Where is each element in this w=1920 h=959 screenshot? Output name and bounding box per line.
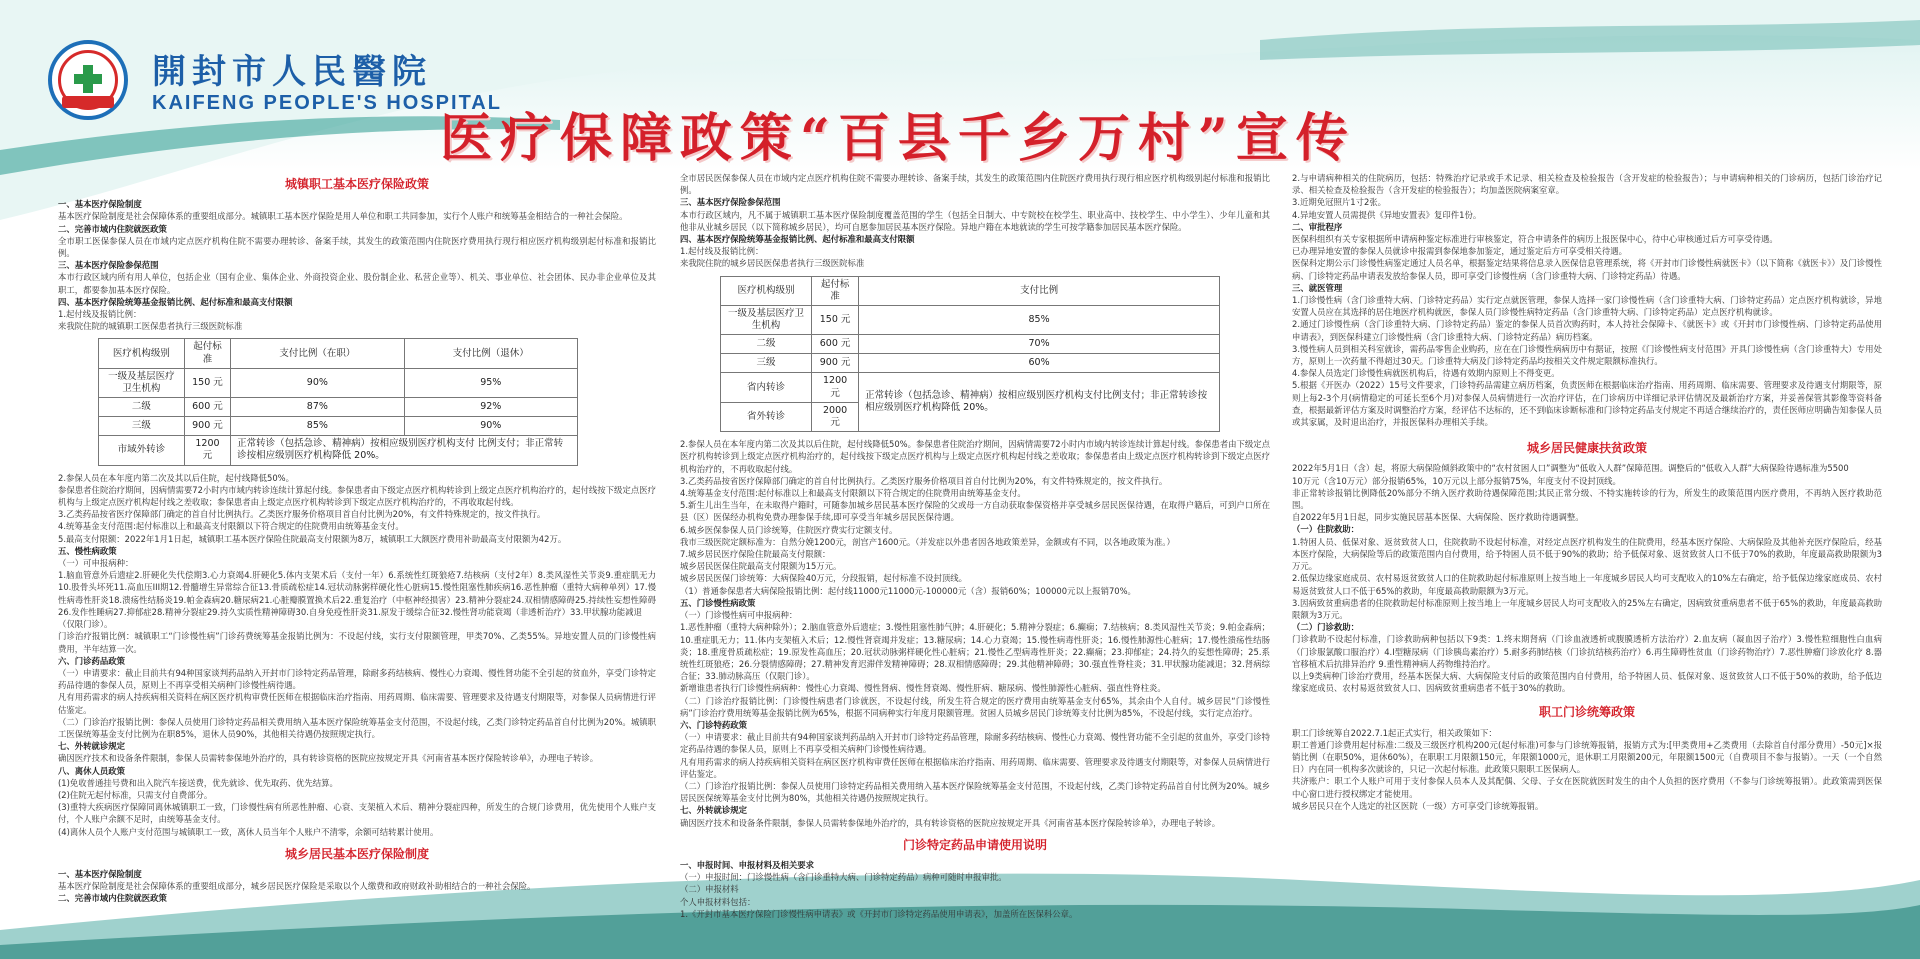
table-header: 医疗机构级别	[99, 339, 185, 368]
heading: 二、完善市域内住院就医政策	[58, 893, 167, 904]
paragraph: 职工普通门诊费用起付标准:二级及三级医疗机构200元(起付标准)可参与门诊统筹报销，报销方式为:[甲类费用+乙类费用（去除首自付部分费用）-50元]×报销比例（在职50%，退休60%），在职职工月限额150元，年限额1000元，退休职工月限额200元，年限额1500元（自费项目不参与报销）。一天（一个自然日）内在同一机构多次就诊的，只记一次起付标准。此政策只限职工医保病人。	[1292, 739, 1882, 775]
paragraph: 确因医疗技术和设备条件限制，参保人员需转参保地外治疗的，具有转诊资格的医院应按规定开具《河南省基本医疗保险转诊单》，办理电子转诊。	[680, 817, 1221, 828]
table-row	[99, 398, 578, 417]
heading: 四、基本医疗保险统筹基金报销比例、起付标准和最高支付限额	[58, 296, 293, 307]
table-cell: 二级	[721, 335, 812, 354]
table-cell: 2000 元	[812, 402, 859, 431]
paragraph: 1.起付线及报销比例：	[680, 246, 764, 257]
table-row	[721, 354, 1220, 373]
paragraph: 来我院住院的城乡居民医保患者执行三级医院标准	[680, 258, 865, 269]
table-cell: 150 元	[184, 368, 230, 397]
paragraph: 1.起付线及报销比例：	[58, 309, 142, 320]
heading: 二、完善市域内住院就医政策	[58, 223, 167, 234]
paragraph: 10万元（含10万元）部分报销65%，10万元以上部分报销75%，年度支付不设封顶线。	[1292, 475, 1621, 486]
table-cell: 市域外转诊	[99, 436, 185, 465]
paragraph: 3.乙类药品按省医疗保障部门确定的首自付比例执行。乙类医疗服务价格项目首自付比例为20%，有文件特殊规定的，按文件执行。	[58, 509, 546, 520]
paragraph: 4.统筹基金支付范围:起付标准以上和最高支付限额以下符合规定的住院费用由统筹基金支付。	[58, 521, 404, 532]
table-row	[99, 436, 578, 465]
table-row	[721, 373, 1220, 402]
table-cell: 90%	[231, 368, 404, 397]
paragraph: 4.统筹基金支付范围:起付标准以上和最高支付限额以下符合规定的住院费用由统筹基金支付。	[680, 488, 1026, 499]
paragraph: （二）申报材料	[680, 884, 739, 895]
paragraph: 1.门诊慢性病（含门诊重特大病、门诊特定药品）实行定点就医管理，参保人选择一家门诊慢性病（含门诊重特大病、门诊特定药品）定点医疗机构就诊，异地安置人员应在其选择的居住地医疗机构就医，参保人员门诊慢性病特定药品（含门诊重特大病、门诊特定药品）定点医疗机构就诊。	[1292, 295, 1882, 318]
table-cell: 三级	[721, 354, 812, 373]
table-row	[99, 368, 578, 397]
paragraph: 4.参保人员选定门诊慢性病就医机构后，待遇有效期内原则上不得变更。	[1292, 368, 1560, 379]
heading: （一）住院救助：	[1292, 524, 1359, 535]
paragraph: 1.恶性肿瘤（重特大病种除外）；2.脑血管意外后遗症；3.慢性阻塞性肺气肿；4.肝硬化；5.精神分裂症；6.癫痫；7.结核病；8.类风湿性关节炎；9.帕金森病；10.重症肌无力；11.体内支架植入术后；12.慢性肾衰竭并发症；13.糖尿病；14.心力衰竭；15.慢性病毒性肝炎；16.慢性肺源性心脏病；17.慢性溃疡性结肠炎；18.重度骨质疏松症；19.原发性高血压；20.冠状动脉粥样硬化性心脏病；21.慢性乙型病毒性肝炎；22.癫痫；23.抑郁症；24.持久的妄想性障碍；25.系统性红斑狼疮；26.分裂情感障碍；27.精神发育迟滞伴发精神障碍；28.双相情感障碍；29.其他精神障碍；30.强直性脊柱炎；31.甲状腺功能减退；32.肾病综合征；33.肺动脉高压（仅限门诊）。	[680, 622, 1270, 682]
heading: 二、审批程序	[1292, 221, 1343, 232]
paragraph: （二）门诊治疗报销比例：门诊慢性病患者门诊就医，不设起付线，所发生符合规定的医疗费用由统筹基金支付65%，其余由个人自付。城乡居民“门诊慢性病”门诊治疗费用统筹基金报销比例为65%，根据不同病种实行年度月限额管理。贫困人员城乡居民门诊统筹支付比例为85%，不设起付线，实行定点治疗。	[680, 695, 1270, 718]
paragraph: 基本医疗保险制度是社会保障体系的重要组成部分，城乡居民医疗保险是采取以个人缴费和政府财政补助相结合的一种社会保险。	[58, 881, 536, 892]
table-cell: 三级	[99, 417, 185, 436]
table-cell: 95%	[404, 368, 577, 397]
paragraph: 3.乙类药品按省医疗保障部门确定的首自付比例执行。乙类医疗服务价格项目首自付比例为20%，有文件特殊规定的，按文件执行。	[680, 475, 1168, 486]
heading: 六、门诊特药政策	[680, 719, 747, 730]
resident-rate-table	[720, 276, 1220, 433]
paragraph: 凡有用药需求的病人持疾病相关资料在病区医疗机构审费任医师在根据临床治疗指南、用药周期、临床需要、管理要求及待遇支付期限等，对参保人员病情进行评估鉴定。	[680, 756, 1270, 779]
table-cell: 1200 元	[812, 373, 859, 402]
paragraph: 2022年5月1日（含）起，将原大病保险倾斜政策中的“农村贫困人口”调整为“低收入人群”保障范围。调整后的“低收入人群”大病保险待遇标准为5500	[1292, 463, 1849, 474]
paragraph: 5.新生儿出生当年，在未取得户籍时，可随参加城乡居民基本医疗保险的父或母一方自动获取参保资格并享受城乡居民医保待遇，在取得户籍后，可到户口所在县（区）医保经办机构免费办理参保手续,即可享受当年城乡居民医保待遇。	[680, 500, 1270, 523]
heading: 六、门诊药品政策	[58, 655, 125, 666]
paragraph: 门诊治疗报销比例：城镇职工“门诊慢性病”门诊药费统筹基金报销比例为：不设起付线，实行支付限额管理，甲类70%、乙类55%。异地安置人员的门诊慢性病费用，半年结算一次。	[58, 631, 656, 654]
heading: 三、就医管理	[1292, 282, 1343, 293]
table-header: 起付标准	[812, 276, 859, 305]
paragraph: 确因医疗技术和设备条件限制，参保人员需转参保地外治疗的，具有转诊资格的医院应按规定开具《河南省基本医疗保险转诊单》，办理电子转诊。	[58, 753, 599, 764]
paragraph: 7.城乡居民医疗保险住院最高支付限额：	[680, 549, 831, 560]
column-employee-insurance	[58, 172, 656, 905]
paragraph: （1）普通参保患者大病保险报销比例：起付线11000元11000元-100000元（含）报销60%；100000元以上报销70%。	[680, 585, 1136, 596]
paragraph: （一）可申报病种：	[58, 558, 134, 569]
table-header: 支付比例（在职）	[231, 339, 404, 368]
paragraph: 4.异地安置人员需提供《异地安置表》复印件1份。	[1292, 209, 1482, 220]
paragraph: 基本医疗保险制度是社会保障体系的重要组成部分。城镇职工基本医疗保险是用人单位和职工共同参加，实行个人账户和统筹基金相结合的一种社会保险。	[58, 211, 628, 222]
paragraph: 城乡居民医保门诊统筹：大病保险40万元，分段报销，起付标准不设封顶线。	[680, 573, 968, 584]
table-cell: 92%	[404, 398, 577, 417]
paragraph: 来我院住院的城镇职工医保患者执行三级医院标准	[58, 321, 243, 332]
paragraph: 3.近期免冠照片1寸2张。	[1292, 197, 1387, 208]
paragraph: 城乡居民只在个人选定的社区医院（一级）方可享受门诊统筹报销。	[1292, 800, 1544, 811]
paragraph: 自2022年5月1日起，同步实施民居基本医保、大病保险、医疗救助待遇调整。	[1292, 512, 1584, 523]
paragraph: 已办理异地安置的参保人员就诊申报需到参保地参加鉴定，通过鉴定后方可享受相关待遇。	[1292, 246, 1627, 257]
table-header: 医疗机构级别	[721, 276, 812, 305]
paragraph: (3)重特大疾病医疗保障同离休城镇职工一致，门诊慢性病有所恶性肿瘤、心衰、支架植入术后、精神分裂症四种，所发生的合规门诊费用，优先使用个人账户支付，个人账户余额不足时，由统筹基金支付。	[58, 802, 656, 825]
table-cell: 省内转诊	[721, 373, 812, 402]
table-row	[99, 417, 578, 436]
table-cell: 900 元	[812, 354, 859, 373]
table-cell: 85%	[231, 417, 404, 436]
paragraph: 2.参保人员在本年度内第二次及其以后住院，起付线降低50%。	[58, 472, 294, 483]
paragraph: 共济账户：职工个人账户可用于支付参保人员本人及其配偶、父母、子女在医院就医时发生的由个人负担的医疗费用（不参与门诊统筹报销）。此政策需到医保中心窗口进行授权绑定才能使用。	[1292, 776, 1882, 799]
paragraph: 门诊救助不设起付标准，门诊救助病种包括以下9类：1.终末期肾病（门诊血液透析或腹膜透析方法治疗）2.血友病（凝血因子治疗）3.慢性粒细胞性白血病（门诊服氯酸口服治疗）4.I型糖尿病（门诊胰岛素治疗）5.耐多药肺结核（门诊抗结核药治疗）6.再生障碍性贫血（门诊药物治疗）7.恶性肿瘤门诊放化疗 8.器官移植术后抗排异治疗 9.重性精神病人药物维持治疗。	[1292, 634, 1882, 669]
heading: 七、外转就诊规定	[58, 741, 125, 752]
paragraph: 1.特困人员、低保对象、返贫致贫人口，住院救助不设起付标准，对经定点医疗机构发生的住院费用，经基本医疗保险、大病保险及其他补充医疗保险后，经基本医疗保险，大病保险等后的政策范围内自付费用，给予特困人员不低于90%的救助；给予低保对象、返贫致贫人口不低于70%的救助，年度最高救助限额为3万元。	[1292, 536, 1882, 572]
heading: 五、门诊慢性病政策	[680, 597, 756, 608]
table-cell: 600 元	[812, 335, 859, 354]
heading: 一、基本医疗保险制度	[58, 868, 142, 879]
table-cell: 150 元	[812, 306, 859, 335]
heading: 一、基本医疗保险制度	[58, 199, 142, 210]
paragraph: 以上9类病种门诊治疗费用，经基本医保大病、大病保险支付后的政策范围内自付费用，给予特困人员、低保对象、返贫致贫人口不低于50%的救助，给予低边缘家庭成员、农村易返贫致贫人口、因病致贫重病患者不低于30%的救助。	[1292, 670, 1882, 694]
paragraph: （二）门诊治疗报销比例：参保人员使用门诊特定药品相关费用纳入基本医疗保险统筹基金支付范围，不设起付线，乙类门诊特定药品首自付比例为20%。城镇职工医保统筹基金支付比例为在职85%，退休人员90%，其他相关待遇仍按照规定执行。	[58, 716, 656, 739]
paragraph: 全市居民医保参保人员在市域内定点医疗机构住院不需要办理转诊、备案手续，其发生的政策范围内住院医疗费用执行现行相应医疗机构级别起付标准和报销比例。	[680, 173, 1270, 196]
paragraph: （二）门诊治疗报销比例：参保人员使用门诊特定药品相关费用纳入基本医疗保险统筹基金支付范围，不设起付线，乙类门诊特定药品首自付比例为20%。城乡居民医保统筹基金支付比例为80%，其他相关待遇仍按照规定执行。	[680, 780, 1270, 804]
employee-rate-table	[98, 338, 578, 465]
section-title: 门诊特定药品申请使用说明	[902, 837, 1047, 852]
paragraph: 全市职工医保参保人员在市域内定点医疗机构住院不需要办理转诊、备案手续，其发生的政策范围内住院医疗费用执行现行相应医疗机构级别起付标准和报销比例。	[58, 235, 656, 259]
table-cell: 87%	[231, 398, 404, 417]
paragraph: （一）门诊慢性病可申报病种：	[680, 610, 798, 621]
table-cell: 900 元	[184, 417, 230, 436]
paragraph: 3.慢性病人员到相关科室就诊，需药品零售企业购药，应在在门诊慢性病病历中有据证，按照《门诊慢性病支付范围》开具门诊慢性病（含门诊重特大）专用处方，原则上一次药量不得超过30天。门诊重特大病及门诊特定药品均按相关文件规定限额标准执行。	[1292, 343, 1882, 367]
paragraph: 本市行政区域内，凡不属于城镇职工基本医疗保险制度覆盖范围的学生（包括全日制大、中专院校在校学生、职业高中、技校学生、中小学生）、少年儿童和其他非从业城乡居民（以下简称城乡居民），均可自愿参加居民基本医疗保险。异地户籍在本地就读的学生可按学籍参加居民基本医疗保险。	[680, 209, 1270, 232]
table-cell: 一级及基层医疗卫生机构	[721, 306, 812, 335]
table-row	[721, 335, 1220, 354]
paragraph: 城乡居民医保住院最高支付限额为15万元。	[680, 561, 842, 572]
paragraph: 参保患者住院治疗期间，因病情需要72小时内市域内转诊连续计算起付线。参保患者由下级定点医疗机构转诊到上级定点医疗机构治疗的，起付线按下级定点医疗机构与上级定点医疗机构起付线之差收取；参保患者由上级定点医疗机构转诊到下级定点医疗机构治疗的，不再收取起付线。	[58, 484, 656, 508]
paragraph: 2.通过门诊慢性病（含门诊重特大病、门诊特定药品）鉴定的参保人员首次购药时，本人持社会保障卡、《就医卡》或《开封市门诊慢性病、门诊特定药品使用申请表》，到医保科建立门诊慢性病（含门诊重特大病、门诊特定药品）病历档案。	[1292, 319, 1882, 342]
heading: （二）门诊救助：	[1292, 622, 1359, 633]
paragraph: (2)住院无起付标准，只需支付自费部分。	[58, 789, 213, 800]
section-title: 城镇职工基本医疗保险政策	[284, 177, 429, 191]
heading: 一、申报时间、申报材料及相关要求	[680, 859, 814, 870]
paragraph: 2.参保人员在本年度内第二次及其以后住院，起付线降低50%。参保患者住院治疗期间，因病情需要72小时内市域内转诊连续计算起付线。参保患者由下级定点医疗机构转诊到上级定点医疗机构治疗的，起付线按下级定点医疗机构与上级定点医疗机构起付线之差收取；参保患者由上级定点医疗机构转诊到下级定点医疗机构治疗的，不再收取起付线。	[680, 439, 1271, 474]
table-cell: 一级及基层医疗卫生机构	[99, 368, 185, 397]
paragraph: 个人申报材料包括：	[680, 896, 756, 907]
heading: 七、外转就诊规定	[680, 805, 747, 816]
paragraph: 医保科定期公示门诊慢性病鉴定通过人员名单，根据鉴定结果将信息录入医保信息管理系统，将《开封市门诊慢性病就医卡》（以下简称《就医卡》）及门诊慢性病、门诊特定药品申请表发放给参保人员，即可享受门诊慢性病（含门诊重特大病、门诊特定药品）待遇。	[1292, 258, 1882, 281]
hospital-name-cn: 開封市人民醫院	[152, 52, 432, 92]
table-cell: 正常转诊（包括急诊、精神病）按相应级别医疗机构支付比例支付；非正常转诊按相应级别医疗机构降低 20%。	[859, 373, 1220, 432]
paragraph: （一）申报时间：门诊慢性病（含门诊重特大病、门诊特定药品）病种可随时申报审批。	[680, 872, 1007, 883]
heading: 三、基本医疗保险参保范围	[680, 197, 781, 208]
paragraph: （仅限门诊）。	[58, 619, 113, 630]
paragraph: 1.脑血管意外后遗症2.肝硬化失代偿期3.心力衰竭4.肝硬化5.体内支架术后（支付一年）6.系统性红斑狼疮7.结核病（支付2年）8.类风湿性关节炎9.重症肌无力10.股骨头坏死11.高血压III期12.骨髓增生异常综合征13.骨质疏松症14.冠状动脉粥样硬化性心脏病15.慢性阻塞性肺疾病16.恶性肿瘤（重特大病种单列）17.慢性病毒性肝炎18.溃疡性结肠炎19.帕金森病20.糖尿病21.心脏瓣膜置换术后22.重复治疗（中枢神经损害）23.精神分裂症24.双相情感障碍25.持续性妄想性障碍26.发作性睡病27.抑郁症28.精神分裂症29.持久实质性精神障碍30.自身免疫性肝炎31.原发于缓综合征32.慢性肾功能衰竭（非透析治疗）33.甲状腺功能减退	[58, 570, 656, 617]
paragraph: 1.《开封市基本医疗保险门诊慢性病申请表》或《开封市门诊特定药品使用申请表》，加盖所在医保科公章。	[680, 908, 1078, 919]
heading: 四、基本医疗保险统筹基金报销比例、起付标准和最高支付限额	[680, 234, 915, 245]
paragraph: 5.根据《开医办（2022）15号文件要求，门诊特药品需建立病历档案，负责医师在根据临床治疗指南、用药周期、临床需要、管理要求及待遇支付期限等，原则上每2-3个月(病情稳定的可延长至6个月)对参保人员病情进行一次治疗评估，在门诊病历中详细记录评估情况及最新治疗方案，并妥善保管其影像等资料备查，根据最新评估方案及时调整治疗方案，经评估不达标的，还不到临床诊断标准和门诊特定药品支付规定不再适合继续治疗的，责任医师应明确告知参保人员或其家属，及时退出治疗，并报医保科办理相关手续。	[1292, 380, 1882, 428]
table-cell: 90%	[404, 417, 577, 436]
hospital-name-en: KAIFENG PEOPLE'S HOSPITAL	[152, 92, 502, 114]
paragraph: 3.因病致贫重病患者的住院救助起付标准原则上按当地上一年度城乡居民人均可支配收入的25%左右确定，因病致贫重病患者不低于65%的救助，年度最高救助限额为3万元。	[1292, 597, 1882, 620]
paragraph: （一）申请要求：截止目前共有94种国家谈判药品纳入开封市门诊特定药品管理，除耐多药结核病、慢性心力衰竭、慢性肾功能不全引起的贫血外，享受门诊特定药品待遇的参保人员，原则上不再享受相关病种门诊慢性病待遇。	[58, 667, 656, 691]
paragraph: (4)离休人员个人账户支付范围与城镇职工一致，离休人员当年个人账户不清零，余额可结转累计使用。	[58, 826, 439, 837]
paragraph: 6.城乡医保参保人员门诊统筹，住院医疗费实行定额支付。	[680, 524, 898, 535]
table-header: 支付比例	[859, 276, 1220, 305]
section-title: 城乡居民健康扶贫政策	[1526, 441, 1647, 456]
paragraph: 职工门诊统筹自2022.7.1起正式实行，相关政策如下：	[1292, 727, 1497, 738]
paragraph: 非正常转诊报销比例降低20%部分不纳入医疗救助待遇保障范围;其民正常分级、不特实施转诊的行为，所发生的政策范围内医疗费用，不再纳入医疗救助范围。	[1292, 487, 1882, 511]
heading: 八、离休人员政策	[58, 765, 125, 776]
paragraph: 本市行政区域内所有用人单位，包括企业（国有企业、集体企业、外商投资企业、股份制企业、私营企业等）、机关、事业单位、社会团体、民办非企业单位及其职工，都要参加基本医疗保险。	[58, 272, 656, 295]
paragraph: 医保科组织有关专家根据所申请病种鉴定标准进行审核鉴定，符合申请条件的病历上报医保中心，待中心审核通过后方可享受待遇。	[1292, 234, 1778, 245]
heading: 五、慢性病政策	[58, 545, 117, 556]
table-cell: 正常转诊（包括急诊、精神病）按相应级别医疗机构支付 比例支付；非正常转诊按相应级别医疗机构降低 20%。	[231, 436, 578, 465]
heading: 三、基本医疗保险参保范围	[58, 260, 159, 271]
hospital-logo	[48, 40, 128, 120]
table-cell: 70%	[859, 335, 1220, 354]
paragraph: 2.与申请病种相关的住院病历，包括：特殊治疗记录或手术记录、相关检查及检验报告（含开发症的检验报告）；与申请病种相关的门诊病历，包括门诊治疗记录、相关检查及检验报告（含开发症的检验报告）；均加盖医院病案室章。	[1292, 173, 1882, 196]
paragraph: 我市三级医院定额标准为：自然分娩1200元，剖宫产1600元。（并发症以外患者因各地政策差异，金额或有不同，以各地政策为准。）	[680, 536, 1175, 547]
table-cell: 600 元	[184, 398, 230, 417]
column-resident-insurance	[680, 172, 1270, 920]
table-header: 起付标准	[184, 339, 230, 368]
paragraph: 凡有用药需求的病人持疾病相关资料在病区医疗机构审费任医师在根据临床治疗指南、用药周期、临床需要、管理要求及待遇支付期限等，对参保人员病情进行评估鉴定。	[58, 692, 656, 715]
table-cell: 60%	[859, 354, 1220, 373]
paragraph: 2.低保边缘家庭成员、农村易返贫致贫人口的住院救助起付标准原则上按当地上一年度城乡居民人均可支配收入的10%左右确定，给予低保边缘家庭成员、农村易返贫致贫人口不低于65%的救助，年度最高救助限额为3万元。	[1292, 573, 1882, 596]
paragraph: 新增谁患者执行门诊慢性病病种：慢性心力衰竭、慢性肾病、慢性肾衰竭、慢性肝病、糖尿病、慢性肺源性心脏病、强直性脊柱炎。	[680, 683, 1166, 694]
table-header: 支付比例（退休）	[404, 339, 577, 368]
paragraph: (1)免收普通挂号费和出入院汽车接送费，优先就诊、优先取药、优先结算。	[58, 777, 338, 788]
table-cell: 省外转诊	[721, 402, 812, 431]
table-cell: 85%	[859, 306, 1220, 335]
column-poverty-and-outpatient	[1292, 172, 1882, 812]
page-title: 医疗保障政策“百县千乡万村”宣传	[440, 108, 1356, 169]
section-title: 职工门诊统筹政策	[1538, 705, 1635, 720]
section-title: 城乡居民基本医疗保险制度	[284, 846, 429, 861]
table-row	[721, 306, 1220, 335]
table-cell: 二级	[99, 398, 185, 417]
paragraph: 5.最高支付限额：2022年1月1日起，城镇职工基本医疗保险住院最高支付限额为8万，城镇职工大额医疗费用补助最高支付限额为42万。	[58, 533, 567, 544]
table-cell: 1200 元	[184, 436, 230, 465]
paragraph: （一）申请要求：截止目前共有94种国家谈判药品纳入开封市门诊特定药品管理，除耐多药结核病、慢性心力衰竭、慢性肾功能不全引起的贫血外，享受门诊特定药品待遇的参保人员，原则上不再享受相关病种门诊慢性病待遇。	[680, 732, 1270, 755]
